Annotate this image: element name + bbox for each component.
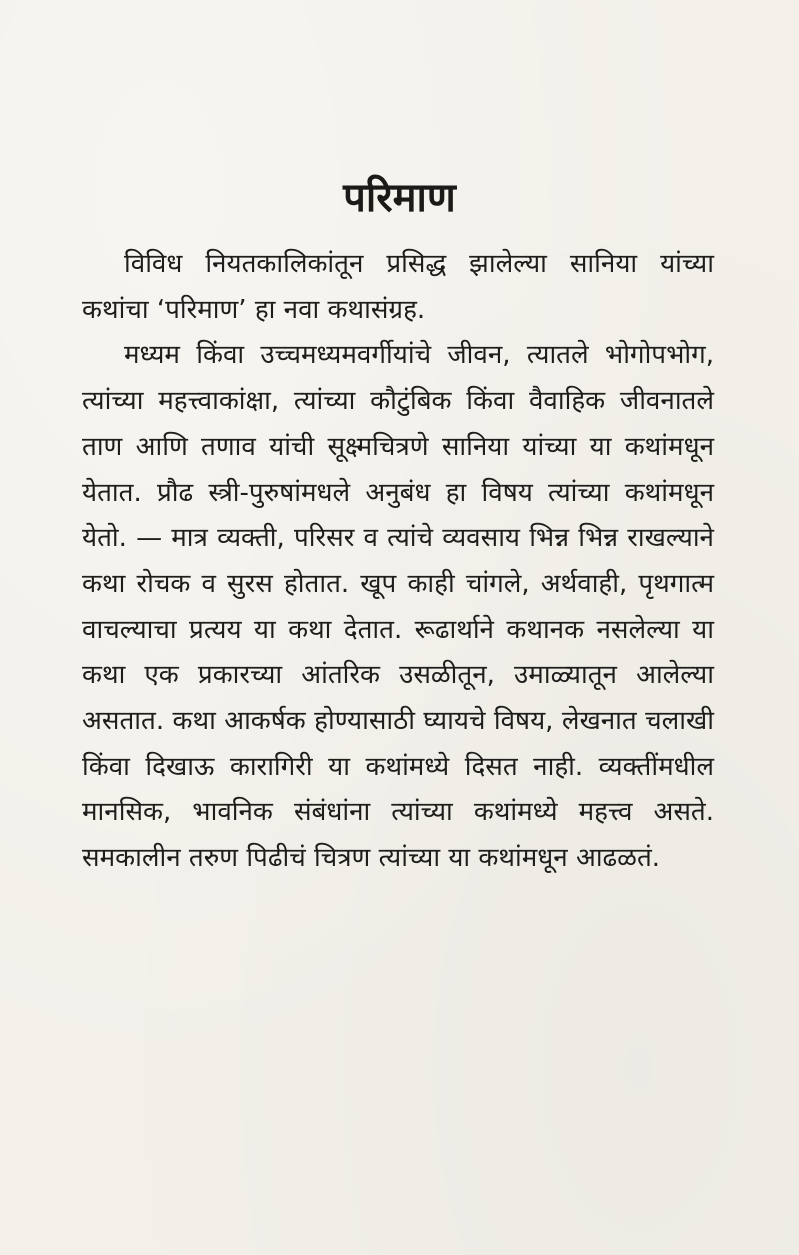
paragraph-description: मध्यम किंवा उच्चमध्यमवर्गीयांचे जीवन, त्यातले भोगोपभोग, त्यांच्या महत्त्वाकांक्षा, त्यांच्या कौटुंबिक किंवा वैवाहिक जीवनातले ताण आणि तणाव यांची सूक्ष्मचित्रणे सानिया यांच्या या कथांमधून येतात. प्रौढ स्त्री-पुरुषांमधले अनुबंध हा विषय त्यांच्या कथांमधून येतो. — मात्र व्यक्ती, परिसर व त्यांचे व्यवसाय भिन्न भिन्न राखल्याने कथा रोचक व सुरस होतात. खूप काही चांगले, अर्थवाही, पृथगात्म वाचल्याचा प्रत्यय या कथा देतात. रूढार्थाने कथानक नसलेल्या या कथा एक प्रकारच्या आंतरिक उसळीतून, उमाळ्यातून आलेल्या असतात. कथा आकर्षक होण्यासाठी घ्यायचे विषय, लेखनात चलाखी किंवा दिखाऊ कारागिरी या कथांमध्ये दिसत नाही. व्यक्तींमधील मानसिक, भावनिक संबंधांना त्यांच्या कथांमध्ये महत्त्व असते. समकालीन तरुण पिढीचं चित्रण त्यांच्या या कथांमधून आढळतं. (82, 340, 714, 874)
blurb-text (82, 242, 714, 882)
paragraph-intro: विविध नियतकालिकांतून प्रसिद्ध झालेल्या सानिया यांच्या कथांचा ‘परिमाण’ हा नवा कथासंग्रह. (82, 249, 714, 325)
page-title: परिमाण (343, 175, 456, 221)
